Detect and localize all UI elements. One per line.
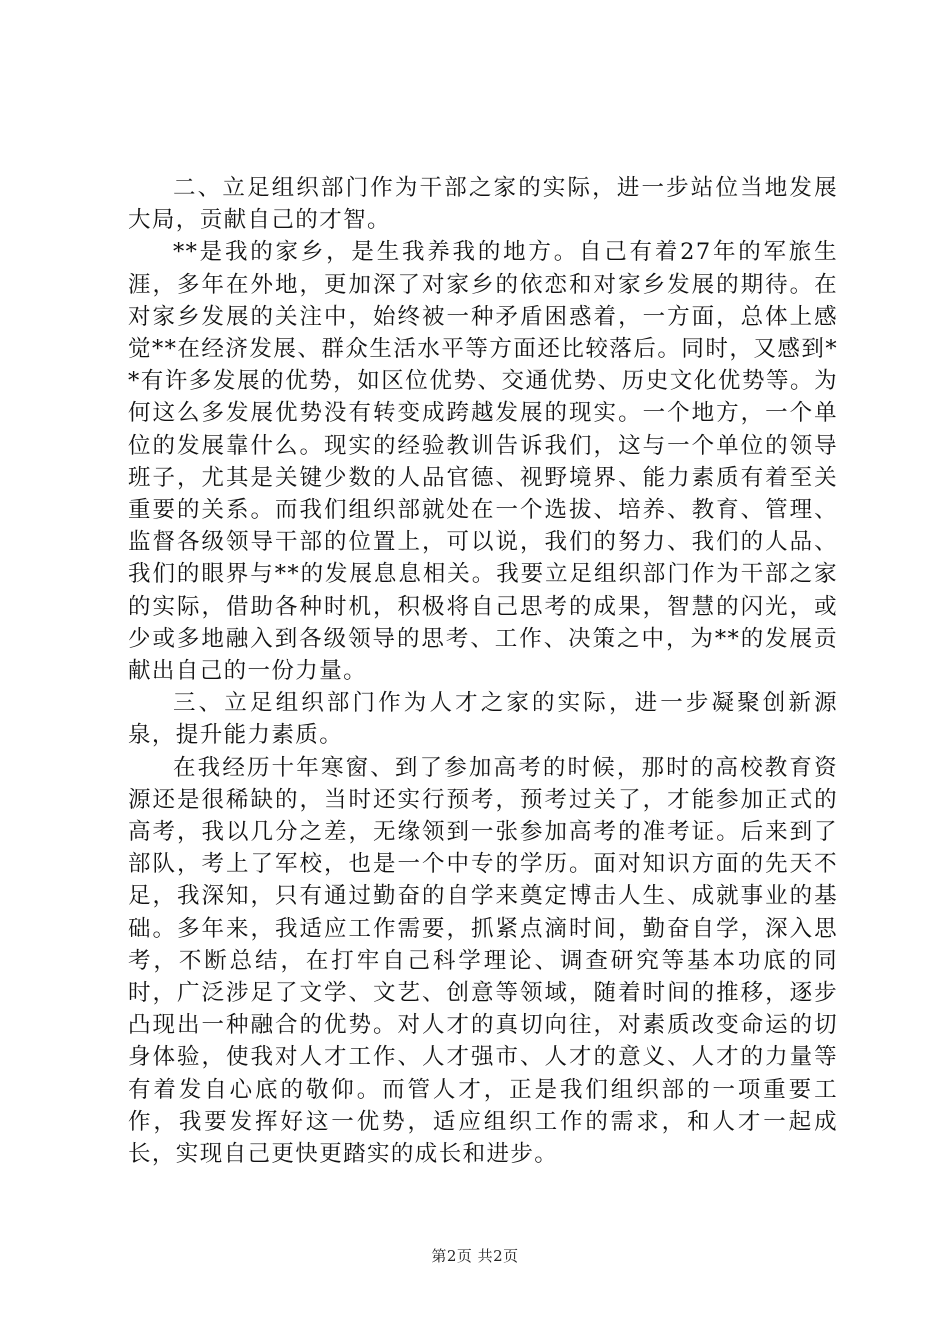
page-footer: 第2页 共2页 <box>431 1247 519 1265</box>
body-paragraph: **是我的家乡，是生我养我的地方。自己有着27年的军旅生涯，多年在外地，更加深了对家乡的依恋和对家乡发展的期待。在对家乡发展的关注中，始终被一种矛盾困惑着，一方面，总体上感觉**在经济发展、群众生活水平等方面还比较落后。同时，又感到**有许多发展的优势，如区位优势、交通优势、历史文化优势等。为何这么多发展优势没有转变成跨越发展的现实。一个地方，一个单位的发展靠什么。现实的经验教训告诉我们，这与一个单位的领导班子，尤其是关键少数的人品官德、视野境界、能力素质有着至关重要的关系。而我们组织部就处在一个选拔、培养、教育、管理、监督各级领导干部的位置上，可以说，我们的努力、我们的人品、我们的眼界与**的发展息息相关。我要立足组织部门作为干部之家的实际，借助各种时机，积极将自己思考的成果，智慧的闪光，或少或多地融入到各级领导的思考、工作、决策之中，为**的发展贡献出自己的一份力量。 <box>128 239 838 685</box>
document-body <box>128 172 838 1170</box>
section-heading-two: 二、立足组织部门作为干部之家的实际，进一步站位当地发展大局，贡献自己的才智。 <box>128 175 838 234</box>
body-paragraph: 在我经历十年寒窗、到了参加高考的时候，那时的高校教育资源还是很稀缺的，当时还实行预考，预考过关了，才能参加正式的高考，我以几分之差，无缘领到一张参加高考的准考证。后来到了部队，考上了军校，也是一个中专的学历。面对知识方面的先天不足，我深知，只有通过勤奋的自学来奠定博击人生、成就事业的基础。多年来，我适应工作需要，抓紧点滴时间，勤奋自学，深入思考，不断总结，在打牢自己科学理论、调查研究等基本功底的同时，广泛涉足了文学、文艺、创意等领域，随着时间的推移，逐步凸现出一种融合的优势。对人才的真切向往，对素质改变命运的切身体验，使我对人才工作、人才强市、人才的意义、人才的力量等有着发自心底的敬仰。而管人才，正是我们组织部的一项重要工作，我要发挥好这一优势，适应组织工作的需求，和人才一起成长，实现自己更快更踏实的成长和进步。 <box>128 754 838 1168</box>
section-heading-three: 三、立足组织部门作为人才之家的实际，进一步凝聚创新源泉，提升能力素质。 <box>128 690 838 749</box>
